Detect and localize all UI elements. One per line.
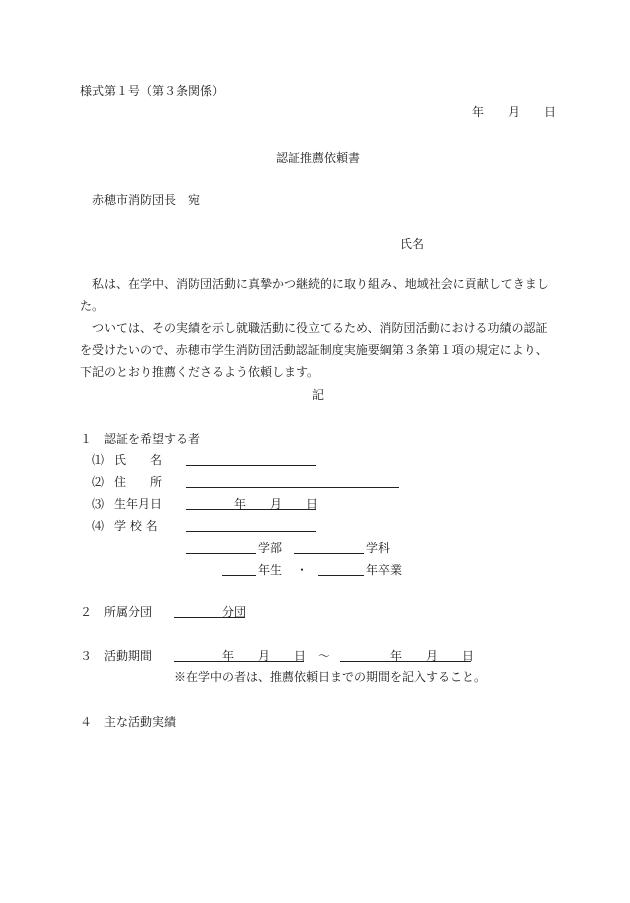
period-start-blank[interactable] xyxy=(174,647,307,663)
birth-year-label: 年 xyxy=(234,497,247,511)
branch-suffix: 分団 xyxy=(222,605,247,619)
document-title: 認証推薦依頼書 xyxy=(276,151,361,165)
body-paragraph-2: ついては、その実績を示し就職活動に役立てるため、消防団活動における功績の認証を受けたいので、赤穂市学生消防団活動認証制度実施要綱第３条第１項の規定により、下記のとおり推薦くださるよう依頼します。 xyxy=(80,321,548,379)
birth-day-label: 日 xyxy=(306,497,319,511)
grade-label: 年生 xyxy=(258,563,283,577)
period-end-blank[interactable] xyxy=(340,647,471,662)
section4-heading: ４ 主な活動実績 xyxy=(80,715,177,729)
section2-heading: ２ 所属分団 xyxy=(80,605,153,619)
item-name-label: 氏 名 xyxy=(114,453,163,467)
birth-month-label: 月 xyxy=(270,497,283,511)
grade-blank[interactable] xyxy=(222,561,256,576)
faculty-label: 学部 xyxy=(258,541,283,555)
item-name-number: ⑴ xyxy=(92,453,105,467)
section3-heading: ３ 活動期間 xyxy=(80,649,153,663)
start-day-label: 日 xyxy=(294,649,307,663)
item-school-number: ⑷ xyxy=(92,519,105,533)
start-month-label: 月 xyxy=(258,649,271,663)
name-blank[interactable] xyxy=(186,451,316,466)
school-name-blank[interactable] xyxy=(186,517,316,532)
item-address-number: ⑵ xyxy=(92,475,105,489)
end-year-label: 年 xyxy=(390,649,403,663)
addressee: 赤穂市消防団長 宛 xyxy=(92,193,201,207)
address-blank[interactable] xyxy=(186,473,399,488)
item-birth-label: 生年月日 xyxy=(114,497,163,511)
section1-heading: １ 認証を希望する者 xyxy=(80,432,201,446)
department-blank[interactable] xyxy=(294,539,364,554)
date-month-label: 月 xyxy=(508,105,521,119)
body-paragraph-1: 私は、在学中、消防団活動に真摯かつ継続的に取り組み、地域社会に貢献してきました。 xyxy=(80,277,549,313)
date-year-label: 年 xyxy=(472,105,485,119)
form-number: 様式第１号（第３条関係） xyxy=(80,84,225,98)
graduation-year-blank[interactable] xyxy=(318,561,364,576)
end-day-label: 日 xyxy=(462,649,475,663)
end-month-label: 月 xyxy=(426,649,439,663)
graduation-label: 年卒業 xyxy=(366,563,403,577)
birthdate-blank[interactable] xyxy=(186,495,319,511)
department-label: 学科 xyxy=(366,541,391,555)
faculty-blank[interactable] xyxy=(186,539,256,554)
body-text xyxy=(80,273,558,383)
applicant-name-label: 氏名 xyxy=(400,237,425,251)
separator-dot: ・ xyxy=(296,563,309,577)
item-school-label: 学 校 名 xyxy=(114,519,158,533)
item-birth-number: ⑶ xyxy=(92,497,105,511)
start-year-label: 年 xyxy=(222,649,235,663)
date-day-label: 日 xyxy=(544,105,557,119)
period-note: ※在学中の者は、推薦依頼日までの期間を記入すること。 xyxy=(174,670,487,684)
item-address-label: 住 所 xyxy=(114,475,163,489)
period-tilde: ～ xyxy=(318,649,331,663)
ki-heading: 記 xyxy=(312,388,325,402)
